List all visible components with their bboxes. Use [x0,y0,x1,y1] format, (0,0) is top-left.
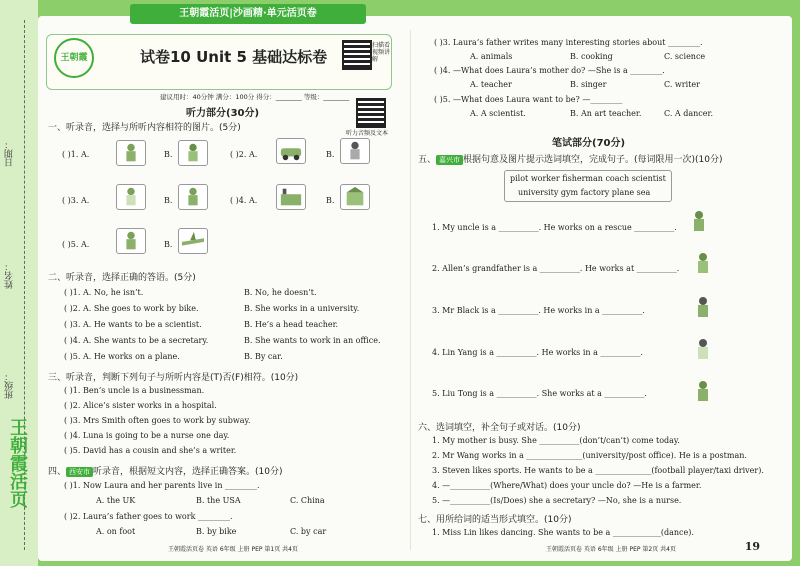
s3-q3: ( )3. Mrs Smith often goes to work by subway. [64,416,251,425]
s6-q2: 2. Mr Wang works in a ______________(university/post office). He is a postman. [432,451,747,460]
picture-worker-icon[interactable] [178,140,208,166]
section-2-title: 二、听录音，选择正确的答语。(5分) [48,273,196,283]
fisherman-figure-icon [690,378,716,404]
s2-q2-a: ( )2. A. She goes to work by bike. [64,304,199,313]
s2-q4-b: B. She wants to work in an office. [244,336,381,345]
s2-q4-a: ( )4. A. She wants to be a secretary. [64,336,209,345]
footer-right: 王朝霞活页卷 英语 6年级 上册 PEP 第2页 共4页 [546,546,676,553]
scientist-figure-icon [690,336,716,362]
r-q4-a: A. teacher [470,80,512,89]
audio-qr-icon[interactable] [356,98,386,128]
picture-taxi-icon[interactable] [276,138,306,164]
s2-q1-b: B. No, he doesn’t. [244,288,317,297]
class-label: 班级： [5,372,15,399]
s2-q2-b: B. She works in a university. [244,304,360,313]
r-q3-c: C. science [664,52,706,61]
s5-q4: 4. Lin Yang is a __________. He works in a __________. [432,348,643,357]
footer-left: 王朝霞活页卷 英语 6年级 上册 PEP 第1页 共4页 [168,546,298,553]
s4-q1-c: C. China [290,496,325,505]
s6-q5: 5. —__________(Is/Does) she a secretary? —No, she is a nurse. [432,496,682,505]
word-bank-line-2: university gym factory plane sea [518,188,651,197]
s7-q1: 1. Miss Lin likes dancing. She wants to be a ____________(dance). [432,528,694,537]
region-tag-2: 嘉兴市 [436,155,463,165]
s3-q4: ( )4. Luna is going to be a nurse one day. [64,431,230,440]
r-q5-a: A. A scientist. [470,109,526,118]
s1-q5-b: B. [164,240,173,249]
r-q5-b: B. An art teacher. [570,109,642,118]
s1-q3-b: B. [164,196,173,205]
s4-q1-b: B. the USA [196,496,241,505]
s4-q2-c: C. by car [290,527,327,536]
s5-q1: 1. My uncle is a __________. He works on a rescue __________. [432,223,677,232]
listening-heading: 听力部分(30分) [186,108,260,119]
picture-factory-icon[interactable] [276,184,306,210]
s3-q1: ( )1. Ben’s uncle is a businessman. [64,386,205,395]
brand-logo: 王朝霞 [54,38,94,78]
worker-figure-icon [690,250,716,276]
qr-label: 扫描看视频讲解 [372,42,391,63]
s1-q2-b: B. [326,150,335,159]
s5-q5: 5. Liu Tong is a __________. She works at a __________. [432,389,647,398]
picture-doctor-icon[interactable] [340,138,370,164]
r-q4: ( )4. —What does Laura’s mother do? —She is a ________. [434,66,665,75]
r-q5: ( )5. —What does Laura want to be? —________ [434,95,623,104]
section-7-title: 七、用所给词的适当形式填空。(10分) [418,515,572,525]
s4-q1-a: A. the UK [96,496,136,505]
brand-vertical: 王朝霞活页 [7,418,28,508]
s4-q2: ( )2. Laura’s father goes to work ________. [64,512,233,521]
page-divider [410,30,411,550]
coach-figure-icon [690,294,716,320]
writing-heading: 笔试部分(70分) [552,138,626,149]
word-bank-line-1: pilot worker fisherman coach scientist [510,174,666,183]
r-q4-b: B. singer [570,80,607,89]
s6-q3: 3. Steven likes sports. He wants to be a ______________(football player/taxi driver). [432,466,764,475]
s2-q3-b: B. He’s a head teacher. [244,320,339,329]
s1-q4: ( )4. A. [230,196,258,205]
page-number: 19 [744,540,760,553]
section-5-title: 五、 嘉兴市 根据句意及图片提示选词填空，完成句子。(每词限用一次)(10分) [418,155,723,165]
s1-q1-b: B. [164,150,173,159]
r-q4-c: C. writer [664,80,700,89]
picture-person2-icon[interactable] [178,184,208,210]
section-4-title: 四、 西安市 听录音，根据短文内容，选择正确答案。(10分) [48,467,283,477]
s6-q1: 1. My mother is busy. She __________(don’t/can’t) come today. [432,436,680,445]
pilot-figure-icon [686,208,712,234]
region-tag: 西安市 [66,467,93,477]
s5-q2: 2. Allen’s grandfather is a __________. He works at __________. [432,264,680,273]
top-banner: 王朝霞活页|沙画精·单元活页卷 [130,4,366,24]
r-q3: ( )3. Laura’s father writes many interesting stories about ________. [434,38,703,47]
s1-q1: ( )1. A. [62,150,90,159]
s5-q3: 3. Mr Black is a __________. He works in a __________. [432,306,645,315]
section-3-title: 三、听录音，判断下列句子与所听内容是(T)否(F)相符。(10分) [48,373,299,383]
s2-q3-a: ( )3. A. He wants to be a scientist. [64,320,202,329]
s1-q5: ( )5. A. [62,240,90,249]
exam-info: 建议用时：40分钟 满分：100分 得分：________ 等级：________ [160,93,350,101]
r-q5-c: C. A dancer. [664,109,713,118]
s3-q5: ( )5. David has a cousin and she’s a writer. [64,446,237,455]
picture-coach-icon[interactable] [116,228,146,254]
picture-building-icon[interactable] [340,184,370,210]
s4-q2-b: B. by bike [196,527,237,536]
picture-person-icon[interactable] [116,140,146,166]
s1-q4-b: B. [326,196,335,205]
s4-q1: ( )1. Now Laura and her parents live in ________. [64,481,260,490]
s3-q2: ( )2. Alice’s sister works in a hospital. [64,401,217,410]
page-title: 试卷10 Unit 5 基础达标卷 [140,48,328,66]
s1-q2: ( )2. A. [230,150,258,159]
r-q3-a: A. animals [470,52,513,61]
section-1-title: 一、听录音，选择与所听内容相符的图片。(5分) [48,123,241,133]
r-q3-b: B. cooking [570,52,613,61]
date-label: 日期： [5,140,15,167]
s4-q2-a: A. on foot [96,527,136,536]
picture-plane-icon[interactable] [178,228,208,254]
section-6-title: 六、选词填空，补全句子或对话。(10分) [418,423,581,433]
name-label: 姓名： [5,262,15,289]
s2-q5-a: ( )5. A. He works on a plane. [64,352,180,361]
worksheet-paper [38,16,792,561]
s2-q5-b: B. By car. [244,352,283,361]
picture-scientist-icon[interactable] [116,184,146,210]
audio-qr-label: 听力音频及文本 [346,130,389,137]
s1-q3: ( )3. A. [62,196,90,205]
qr-code-icon[interactable] [342,40,372,70]
s6-q4: 4. —__________(Where/What) does your uncle do? —He is a farmer. [432,481,702,490]
s2-q1-a: ( )1. A. No, he isn’t. [64,288,144,297]
